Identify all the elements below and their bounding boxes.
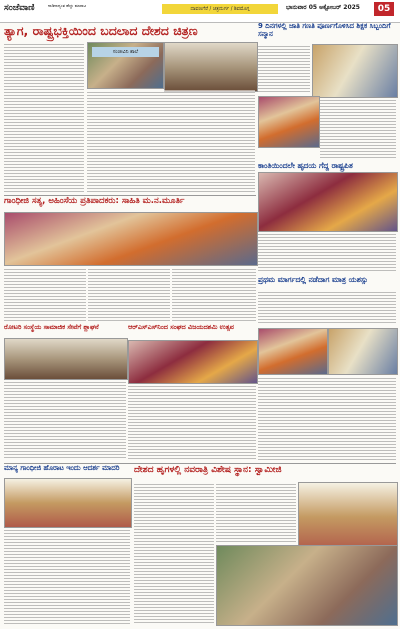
gandhi-event-photo [4, 212, 258, 266]
article-column [4, 267, 86, 322]
temple-photo [298, 482, 398, 552]
page-number: 05 [374, 2, 394, 16]
school-event-photo [4, 478, 132, 528]
gandhi-headline: ಗಾಂಧೀಜಿ ಸತ್ಯ, ಅಹಿಂಸೆಯ ಪ್ರತಿಪಾದಕರು: ಸಾಹಿತಿ ಮ.ನ.ಮೂರ್ತಿ [4, 196, 185, 206]
stage-banner: ಸಂಜೀವಿನಿ ಶಾಲೆ [92, 47, 159, 57]
article-column [88, 267, 170, 322]
rotary-headline: ರೋಟರಿ ಸಂಸ್ಥೆಯ ಸಾಮಾಜಿಕ ಸೇವೆಗೆ ಶ್ಲಾಘನೆ [4, 323, 99, 331]
section-label: ದಾವಣಗೆರೆ / ಚಿತ್ರದುರ್ಗ / ಶಿವಮೊಗ್ಗ [162, 4, 278, 14]
article-column [4, 380, 126, 460]
logo-tagline: ನಾಡಿನಾದ್ಯಂತ ಹೆಚ್ಚು ಮಾರಾಟ [48, 3, 87, 8]
ceremony-photo [258, 328, 328, 375]
award-photo [328, 328, 398, 375]
main-headline: ತ್ಯಾಗ, ರಾಷ್ಟ್ರಭಕ್ತಿಯಿಂದ ಬದಲಾದ ದೇಶದ ಚಿತ್ರಣ [4, 23, 198, 38]
speaker-photo [164, 42, 258, 92]
navaratri-photo [216, 545, 398, 626]
article-column [134, 482, 214, 624]
school-headline: ಮಾನ್ಯ ಗಾಂಧೀಜಿ ಹೊರಾಟ ಇಂದು ಆದರ್ಶ ಮಾದರಿ [4, 464, 120, 472]
bottom-headline: ದೇಶದ ಹೃಗಳಲ್ಲಿ ನವರಾತ್ರಿ ವಿಶೇಷ ಸ್ಥಾನ: ಸ್ವಾಮೀಜಿ [134, 465, 282, 475]
article-column [172, 267, 256, 322]
prathama-headline: ಪ್ರಥಮ ಮಾರ್ಗದಲ್ಲಿ ನಡೆದಾಗ ಮಾತ್ರ ಯಶಸ್ಸು [258, 275, 368, 284]
newspaper-logo: ಸಂಜೆವಾಣಿ [4, 3, 35, 13]
gandhi-jayanti-photo [258, 172, 398, 232]
article-column [87, 90, 255, 192]
article-column [4, 42, 84, 192]
rotary-photo [4, 338, 128, 380]
group-photo [258, 96, 320, 148]
article-column [320, 98, 396, 160]
right-mid-headline: ಕಾಂತಿಯಿಂದಲೇ ಹೃದಯ ಗೆದ್ದ ರಾಷ್ಟ್ರಪಿತ [258, 161, 353, 170]
stage-photo [87, 42, 164, 89]
article-column [128, 384, 256, 460]
article-column [216, 482, 296, 542]
article-column [258, 376, 396, 460]
article-column [4, 528, 130, 624]
issue-date: ಭಾನುವಾರ 05 ಅಕ್ಟೋಬರ್ 2025 [286, 4, 360, 11]
article-column [258, 232, 396, 272]
right-top-headline: 9 ದಿನಗಳಲ್ಲಿ ಜಾತಿ ಗಣತಿ ಪೂರ್ಣಗೊಳಿಸಿದ ಶಿಕ್ಷಕ ಸಿಬ್ಬಂದಿಗೆ ಸನ್ಮಾನ [258, 22, 391, 38]
article-column [258, 44, 310, 94]
article-column [258, 290, 396, 325]
rss-headline: ಆರ್‌ಎಸ್‌ಎಸ್‌ನಿಂದ ಸಂಘದ ವಿಜಯದಶಮಿ ಉತ್ಸವ [128, 323, 234, 331]
rss-photo [128, 340, 258, 384]
felicitation-photo [312, 44, 398, 98]
